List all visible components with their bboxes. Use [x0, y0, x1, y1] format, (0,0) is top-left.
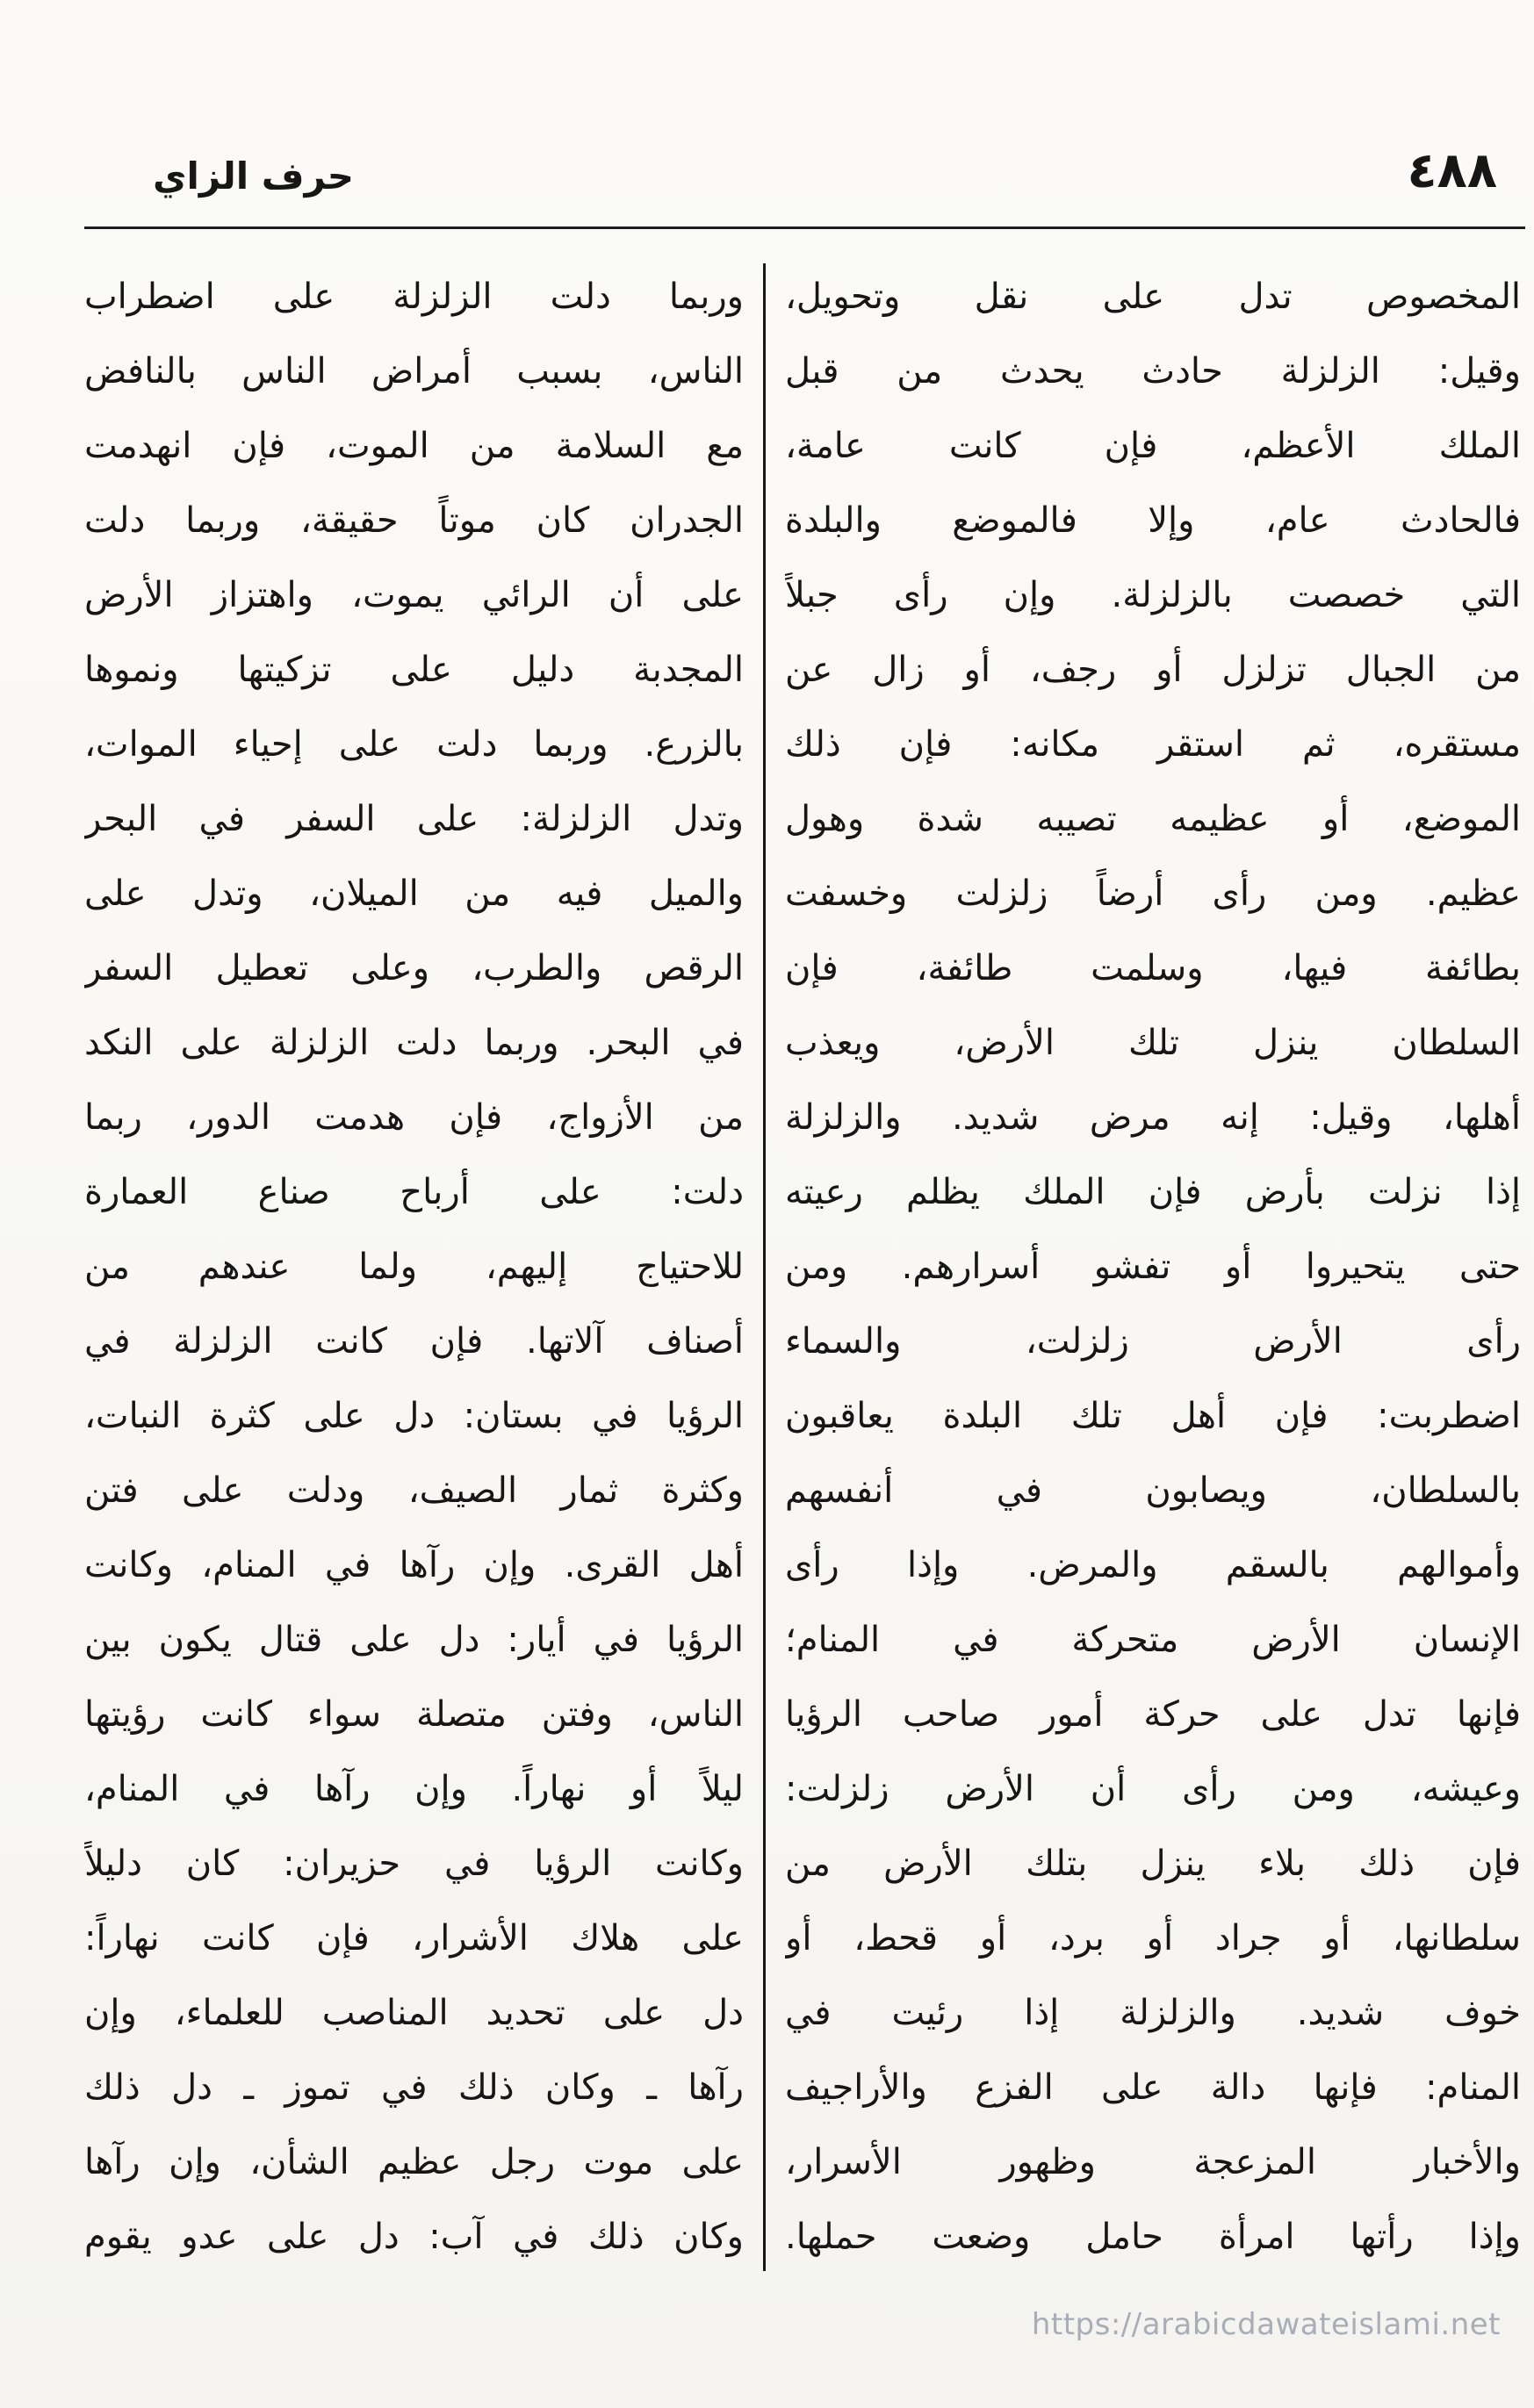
text-line: للاحتياج إليهم، ولما عندهم من	[84, 1247, 744, 1287]
text-line: والأخبار المزعجة وظهور الأسرار،	[785, 2142, 1521, 2182]
text-line: الرؤيا في بستان: دل على كثرة النبات،	[84, 1396, 744, 1436]
text-line: على موت رجل عظيم الشأن، وإن رآها	[84, 2142, 744, 2182]
text-line: رأى الأرض زلزلت، والسماء	[785, 1321, 1521, 1362]
text-line: الإنسان الأرض متحركة في المنام؛	[785, 1620, 1521, 1660]
text-line: والميل فيه من الميلان، وتدل على	[84, 873, 744, 914]
text-line: فإن ذلك بلاء ينزل بتلك الأرض من	[785, 1844, 1521, 1884]
text-line: وإذا رأتها امرأة حامل وضعت حملها.	[785, 2217, 1521, 2257]
text-line: المجدبة دليل على تزكيتها ونموها	[84, 650, 744, 690]
text-line: وكان ذلك في آب: دل على عدو يقوم	[84, 2217, 744, 2257]
text-line: على أن الرائي يموت، واهتزاز الأرض	[84, 575, 744, 615]
text-line: أهلها، وقيل: إنه مرض شديد. والزلزلة	[785, 1097, 1521, 1138]
text-line: عظيم. ومن رأى أرضاً زلزلت وخسفت	[785, 873, 1521, 914]
text-column-right	[785, 260, 1521, 2275]
page-header	[84, 139, 1522, 219]
text-line: الناس، وفتن متصلة سواء كانت رؤيتها	[84, 1694, 744, 1735]
text-line: الملك الأعظم، فإن كانت عامة،	[785, 426, 1521, 466]
text-line: وقيل: الزلزلة حادث يحدث من قبل	[785, 351, 1521, 392]
text-line: الموضع، أو عظيمه تصيبه شدة وهول	[785, 799, 1521, 839]
text-line: بالزرع. وربما دلت على إحياء الموات،	[84, 724, 744, 765]
text-line: بالسلطان، ويصابون في أنفسهم	[785, 1470, 1521, 1511]
text-line: اضطربت: فإن أهل تلك البلدة يعاقبون	[785, 1396, 1521, 1436]
text-line: التي خصصت بالزلزلة. وإن رأى جبلاً	[785, 575, 1521, 615]
text-line: الناس، بسبب أمراض الناس بالنافض	[84, 351, 744, 392]
text-column-left	[84, 260, 744, 2275]
text-line: من الجبال تزلزل أو رجف، أو زال عن	[785, 650, 1521, 690]
text-line: أصناف آلاتها. فإن كانت الزلزلة في	[84, 1321, 744, 1362]
text-line: السلطان ينزل تلك الأرض، ويعذب	[785, 1023, 1521, 1063]
text-line: إذا نزلت بأرض فإن الملك يظلم رعيته	[785, 1172, 1521, 1212]
text-line: أهل القرى. وإن رآها في المنام، وكانت	[84, 1545, 744, 1585]
text-line: سلطانها، أو جراد أو برد، أو قحط، أو	[785, 1918, 1521, 1959]
text-line: خوف شديد. والزلزلة إذا رئيت في	[785, 1993, 1521, 2033]
text-line: وعيشه، ومن رأى أن الأرض زلزلت:	[785, 1769, 1521, 1809]
text-line: المنام: فإنها دالة على الفزع والأراجيف	[785, 2067, 1521, 2108]
column-divider	[763, 263, 766, 2271]
text-line: دل على تحديد المناصب للعلماء، وإن	[84, 1993, 744, 2033]
text-line: وكثرة ثمار الصيف، ودلت على فتن	[84, 1470, 744, 1511]
text-line: الرؤيا في أيار: دل على قتال يكون بين	[84, 1620, 744, 1660]
text-line: الجدران كان موتاً حقيقة، وربما دلت	[84, 500, 744, 541]
text-line: المخصوص تدل على نقل وتحويل،	[785, 277, 1521, 317]
text-line: فالحادث عام، وإلا فالموضع والبلدة	[785, 500, 1521, 541]
watermark-url: https://arabicdawateislami.net	[1031, 2307, 1501, 2342]
text-columns	[84, 260, 1521, 2275]
header-rule	[84, 226, 1525, 229]
page-number: ٤٨٨	[1407, 142, 1497, 199]
text-line: الرقص والطرب، وعلى تعطيل السفر	[84, 948, 744, 988]
text-line: وتدل الزلزلة: على السفر في البحر	[84, 799, 744, 839]
text-line: من الأزواج، فإن هدمت الدور، ربما	[84, 1097, 744, 1138]
text-line: في البحر. وربما دلت الزلزلة على النكد	[84, 1023, 744, 1063]
text-line: مستقره، ثم استقر مكانه: فإن ذلك	[785, 724, 1521, 765]
text-line: مع السلامة من الموت، فإن انهدمت	[84, 426, 744, 466]
text-line: دلت: على أرباح صناع العمارة	[84, 1172, 744, 1212]
text-line: ليلاً أو نهاراً. وإن رآها في المنام،	[84, 1769, 744, 1809]
text-line: وربما دلت الزلزلة على اضطراب	[84, 277, 744, 317]
text-line: بطائفة فيها، وسلمت طائفة، فإن	[785, 948, 1521, 988]
text-line: فإنها تدل على حركة أمور صاحب الرؤيا	[785, 1694, 1521, 1735]
text-line: رآها ـ وكان ذلك في تموز ـ دل ذلك	[84, 2067, 744, 2108]
text-line: على هلاك الأشرار، فإن كانت نهاراً:	[84, 1918, 744, 1959]
chapter-title: حرف الزاي	[153, 155, 354, 198]
text-line: وأموالهم بالسقم والمرض. وإذا رأى	[785, 1545, 1521, 1585]
text-line: حتى يتحيروا أو تفشو أسرارهم. ومن	[785, 1247, 1521, 1287]
text-line: وكانت الرؤيا في حزيران: كان دليلاً	[84, 1844, 744, 1884]
